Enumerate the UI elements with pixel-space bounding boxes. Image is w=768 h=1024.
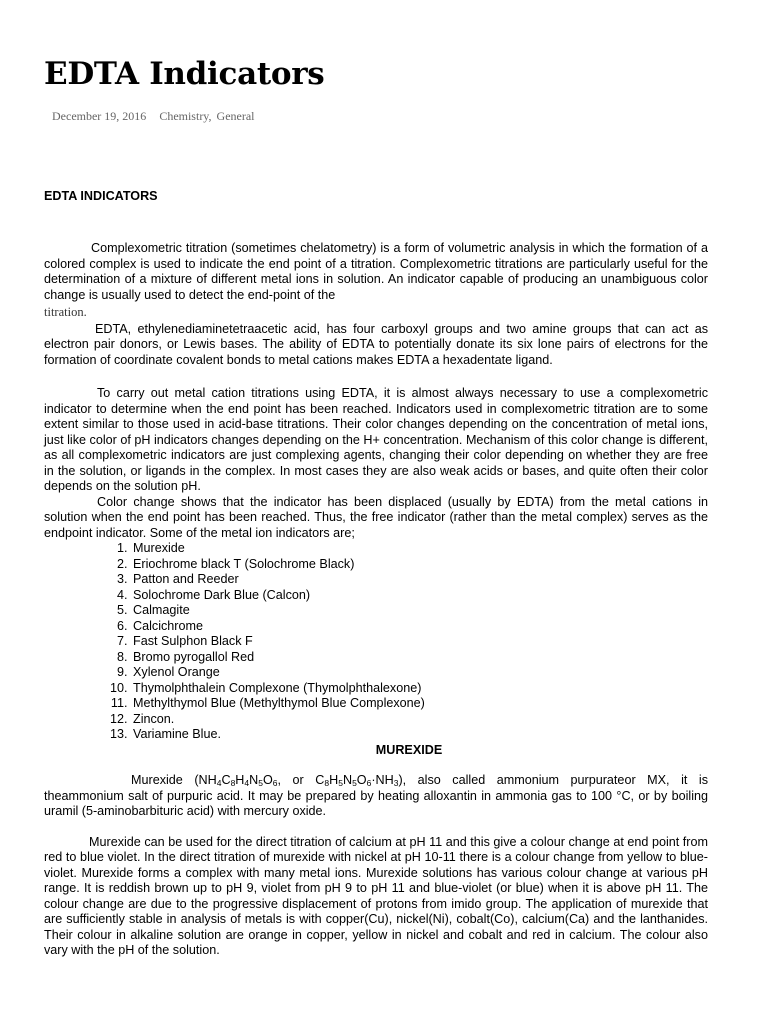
list-item: 4. Solochrome Dark Blue (Calcon): [131, 588, 708, 604]
post-meta: [52, 109, 255, 124]
murexide-formula-1: $NH_4C_8H_4N_5O_6$: [198, 773, 278, 788]
list-item: 3. Patton and Reeder: [131, 572, 708, 588]
murexide-formula-2: $C_8H_5N_5O_6\cdot NH_3$: [315, 773, 399, 788]
list-item: 8. Bromo pyrogallol Red: [131, 650, 708, 666]
list-item: 6. Calcichrome: [131, 619, 708, 635]
formula-separator: , or: [277, 773, 316, 787]
list-item: 9. Xylenol Orange: [131, 665, 708, 681]
list-item: 7. Fast Sulphon Black F: [131, 634, 708, 650]
indicator-list: [44, 541, 708, 743]
intro-paragraph: Complexometric titration (sometimes chelatometry) is a form of volumetric analysis in which the formation of a colored complex is used to indicate the end point of a titration. Complexometric titrations are particularly useful for the determination of a mixture of different metal ions in solution. An indicator capable of producing an unambiguous color change is usually used to detect the end-point of the: [44, 241, 708, 302]
post-date: December 19, 2016: [52, 109, 147, 123]
edta-indicators-heading: EDTA INDICATORS: [44, 189, 158, 203]
list-item: 10. Thymolphthalein Complexone (Thymolphthalexone): [131, 681, 708, 697]
murexide-block: [44, 773, 708, 959]
murexide-prefix: Murexide (: [131, 773, 199, 787]
list-item: 11. Methylthymol Blue (Methylthymol Blue Complexone): [131, 696, 708, 712]
list-item: 12. Zincon.: [131, 712, 708, 728]
murexide-heading: MUREXIDE: [375, 742, 443, 757]
category-link-general[interactable]: General: [216, 109, 255, 123]
list-item: 1. Murexide: [131, 541, 708, 557]
page-title: EDTA Indicators: [44, 56, 325, 92]
list-item: 2. Eriochrome black T (Solochrome Black): [131, 557, 708, 573]
intro-tail: titration.: [44, 305, 87, 319]
intro-block: [44, 241, 708, 368]
murexide-usage-paragraph: Murexide can be used for the direct titration of calcium at pH 11 and this give a colour change at end point from red to blue violet. In the direct titration of murexide with nickel at pH 10-11 there is a colour change from yellow to blue-violet. Murexide forms a complex with many metal ions. Murexide solutions has various colour change at various pH range. It is reddish brown up to pH 9, violet from pH 9 to pH 11 and blue-violet (or blue) when it is above pH 11. The colour change are due to the progressive displacement of protons from imido group. The application of murexide that are sufficiently stable in analysis of metals is with copper(Cu), nickel(Ni), cobalt(Co), calcium(Ca) and the lanthanides. Their colour in alkaline solution are orange in copper, yellow in nickel and cobalt and red in calcium. The colour also vary with the pH of the solution.: [44, 834, 708, 957]
section-heading: [44, 189, 708, 205]
indicator-block: [44, 386, 708, 758]
edta-paragraph: EDTA, ethylenediaminetetraacetic acid, has four carboxyl groups and two amine groups that can act as electron pair donors, or Lewis bases. The ability of EDTA to potentially donate its six lone pairs of electrons for the formation of coordinate covalent bonds to metal cations makes EDTA a hexadentate ligand.: [44, 321, 708, 367]
list-item: 5. Calmagite: [131, 603, 708, 619]
list-item: 13. Variamine Blue.: [131, 727, 708, 743]
murexide-paragraph: [44, 773, 708, 820]
murexide-description: ), also called ammonium purpurateor MX, it is theammonium salt of purpuric acid. It may be prepared by heating alloxantin in ammonia gas to 100 °C, or by boiling uramil (5-aminobarbituric acid) with mercury oxide.: [44, 773, 708, 818]
category-link-chemistry[interactable]: Chemistry,: [159, 109, 212, 123]
color-change-paragraph: Color change shows that the indicator has been displaced (usually by EDTA) from the metal cations in solution when the end point has been reached. Thus, the free indicator (rather than the metal complex) serves as the endpoint indicator. Some of the metal ion indicators are;: [44, 494, 708, 540]
carry-paragraph: To carry out metal cation titrations using EDTA, it is almost always necessary to use a complexometric indicator to determine when the end point has been reached. Indicators used in complexometric titration are to some extent similar to those used in acid-base titrations. Their color changes depending on the concentration of metal ions, just like color of pH indicators changes depending on the H+ concentration. Mechanism of this color change is different, as all complexometric indicators are just complexing agents, changing their color depending on whether they are free in the solution, or ligands in the complex. In most cases they are also weak acids or bases, and quite often their color depends on the solution pH.: [44, 386, 708, 493]
